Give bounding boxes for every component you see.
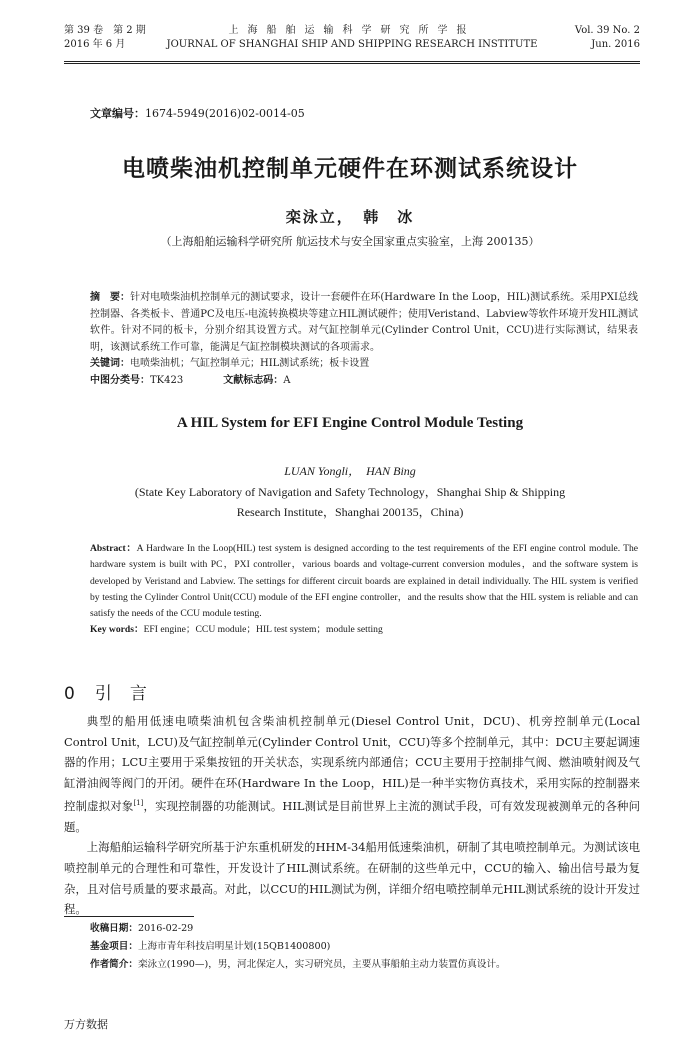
volume-issue-en: Vol. 39 No. 2	[574, 25, 640, 36]
journal-name-en: JOURNAL OF SHANGHAI SHIP AND SHIPPING RESEARCH INSTITUTE	[166, 39, 538, 50]
abstract-en-body	[90, 541, 638, 622]
received-label: 收稿日期：	[90, 923, 138, 934]
keywords-cn	[90, 356, 638, 373]
author-bio-value: 栾泳立(1990—)，男，河北保定人，实习研究员，主要从事船舶主动力装置仿真设计。	[137, 959, 506, 970]
paragraph-2: 上海船舶运输科学研究所基于沪东重机研发的HHM-34船用低速柴油机，研制了其电喷控制单元。为测试该电喷控制单元的合理性和可靠性，开发设计了HIL测试系统。在研制的这些单元中，CCU的输入、输出信号最为复杂，且对信号质量的要求最高。对此，以CCU的HIL测试为例，详细介绍电喷控制单元HIL测试系统的设计开发过程。	[64, 840, 640, 917]
classification-line	[90, 373, 638, 390]
citation-ref: [1]	[133, 799, 144, 808]
keywords-en	[90, 622, 638, 638]
paper-title-en: A HIL System for EFI Engine Control Module Testing	[176, 415, 524, 431]
article-number-label: 文章编号：	[90, 107, 145, 120]
class-value: TK423	[150, 374, 184, 386]
body-text	[64, 711, 640, 920]
paragraph-1-part-b: ，实现控制器的功能测试。HIL测试是目前世界上主流的测试手段，可有效发现被测单元的各种问题。	[64, 799, 640, 834]
fund-info	[90, 938, 640, 956]
abstract-en-label: Abstract：	[90, 543, 137, 554]
section-title: 引言	[94, 684, 165, 704]
fund-label: 基金项目：	[90, 941, 138, 952]
header-rule-bottom	[64, 63, 640, 64]
article-number-value: 1674-5949(2016)02-0014-05	[145, 107, 305, 120]
paragraph-1	[64, 711, 640, 837]
keywords-cn-text: 电喷柴油机；气缸控制单元；HIL测试系统；板卡设置	[130, 358, 370, 369]
keywords-en-label: Key words：	[90, 624, 144, 636]
publication-date: 2016 年 6 月	[64, 39, 126, 50]
watermark: 万方数据	[64, 1018, 108, 1031]
affiliation-en: (State Key Laboratory of Navigation and Safety Technology，Shanghai Ship & Shipping Research Institute，Shanghai 200135，China)	[134, 485, 566, 519]
article-number	[90, 105, 305, 121]
affiliation-cn: （上海船舶运输科学研究所 航运技术与安全国家重点实验室，上海 200135）	[160, 235, 540, 248]
abstract-cn	[90, 290, 638, 389]
abstract-cn-body	[90, 290, 638, 356]
authors-en: LUAN Yongli， HAN Bing	[284, 464, 416, 478]
doc-code-label: 文献标志码：	[223, 374, 284, 386]
authors-cn: 栾泳立， 韩 冰	[285, 208, 415, 226]
issue-info-en	[575, 24, 640, 52]
author-bio	[90, 956, 640, 974]
fund-value: 上海市青年科技启明星计划(15QB1400800)	[137, 941, 331, 952]
received-value: 2016-02-29	[137, 923, 194, 934]
author-bio-label: 作者简介：	[90, 959, 138, 970]
class-label: 中图分类号：	[90, 374, 150, 386]
journal-name	[64, 24, 640, 52]
keywords-en-text: EFI engine；CCU module；HIL test system；module setting	[143, 624, 383, 636]
received-date	[90, 920, 640, 938]
volume-issue: 第 39 卷 第 2 期	[64, 25, 146, 36]
paper-title-cn: 电喷柴油机控制单元硬件在环测试系统设计	[122, 156, 578, 182]
footnote-rule	[64, 916, 194, 917]
journal-name-cn: 上海船舶运输科学研究所学报	[228, 25, 476, 36]
abstract-en	[90, 541, 638, 639]
header-rule-top	[64, 61, 640, 62]
paragraph-1-part-a: 典型的船用低速电喷柴油机包含柴油机控制单元(Diesel Control Unit，DCU)、机旁控制单元(Local Control Unit，LCU)及气缸控制单元(Cylinder Control Unit，CCU)等多个控制单元，其中：DCU主要起调速器的作用；LCU主要用于采集按钮的开关状态，实现系统内部通信；CCU主要用于控制排气阀、燃油喷射阀及气缸滑油阀等阀门的开闭。硬件在环(Hardware In the Loop，HIL)是一种半实物仿真技术，采用实际的控制器来控制虚拟对象	[64, 714, 640, 814]
abstract-cn-text: 针对电喷柴油机控制单元的测试要求，设计一套硬件在环(Hardware In the Loop，HIL)测试系统。采用PXI总线控制器、各类板卡、普通PC及电压-电流转换模块等建立HIL测试硬件；使用Veristand、Labview等软件环境开发HIL测试软件。针对不同的板卡，分别介绍其设置方式。对气缸控制单元(Cylinder Control Unit，CCU)进行实际测试，结果表明，该测试系统工作可靠，能满足气缸控制模块测试的各项需求。	[90, 292, 638, 353]
doc-code-value: A	[283, 374, 291, 386]
abstract-en-text: A Hardware In the Loop(HIL) test system is designed according to the test requirements of the EFI engine control module. The hardware system is built with PC，PXI controller，various boards and voltage-current conversion modules，and the software system is developed by Veristand and Labview. The settings for different circuit boards are explained in detail individually. The HIL system is verified by testing the Cylinder Control Unit(CCU) module of the EFI engine controller，and the results show that the HIL system is reliable and can satisfy the needs of the CCU module testing.	[90, 543, 639, 620]
publication-date-en: Jun. 2016	[591, 39, 640, 50]
section-number: 0	[64, 684, 75, 704]
footnotes	[90, 920, 640, 974]
abstract-cn-label: 摘 要：	[90, 292, 131, 303]
keywords-cn-label: 关键词：	[90, 358, 130, 369]
running-header	[64, 24, 640, 58]
section-heading	[64, 679, 165, 704]
